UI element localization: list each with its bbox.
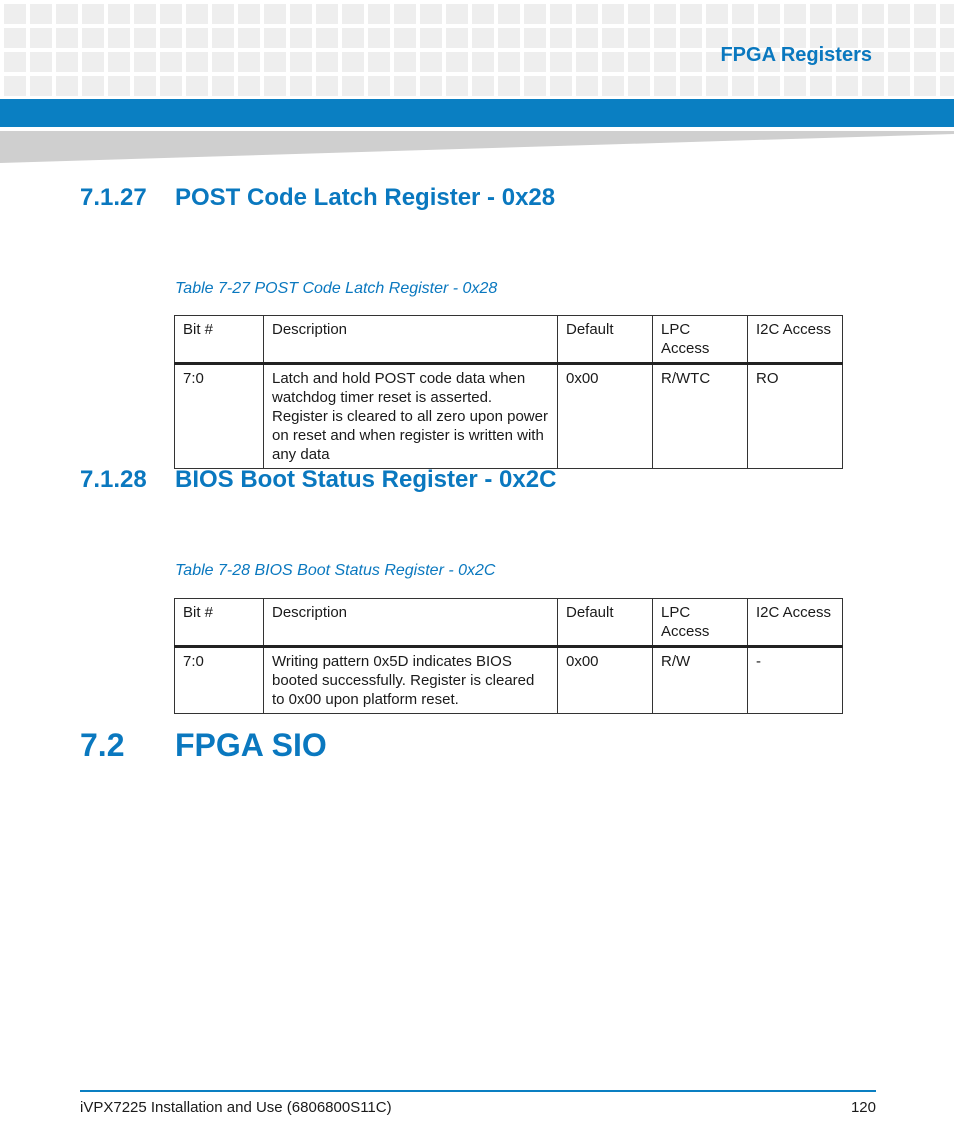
column-header: Default: [558, 316, 653, 364]
column-header: Description: [264, 599, 558, 647]
column-header: LPC Access: [653, 316, 748, 364]
column-header: Bit #: [175, 599, 264, 647]
table-cell: R/WTC: [653, 364, 748, 469]
chapter-title: FPGA SIO: [175, 727, 327, 763]
column-header: Default: [558, 599, 653, 647]
table-caption: Table 7-27 POST Code Latch Register - 0x28: [175, 280, 498, 297]
column-header: Bit #: [175, 316, 264, 364]
column-header: Description: [264, 316, 558, 364]
register-table: [174, 315, 843, 469]
table-cell: R/W: [653, 647, 748, 714]
table-cell: 0x00: [558, 364, 653, 469]
footer-rule: [80, 1090, 876, 1092]
header-gray-swoosh: [0, 131, 954, 163]
chapter-number: 7.2: [80, 727, 125, 763]
section-heading-7-1-27: [80, 184, 555, 212]
table-cell: -: [748, 647, 843, 714]
footer-page-number: 120: [850, 1099, 876, 1116]
table-cell: Writing pattern 0x5D indicates BIOS booted successfully. Register is cleared to 0x00 upon platform reset.: [264, 647, 558, 714]
header-blue-band: [0, 99, 954, 127]
table-cell: 7:0: [175, 364, 264, 469]
column-header: I2C Access: [748, 599, 843, 647]
table-cell: Latch and hold POST code data when watchdog timer reset is asserted. Register is cleared to all zero upon power on reset and when register is written with any data: [264, 364, 558, 469]
running-header-title: FPGA Registers: [720, 44, 872, 66]
register-table: [174, 598, 843, 714]
table-cell: RO: [748, 364, 843, 469]
section-title: POST Code Latch Register - 0x28: [175, 184, 556, 211]
section-heading-7-1-28: [80, 466, 556, 494]
chapter-heading-7-2: [80, 727, 327, 764]
table-row: [175, 647, 843, 714]
table-header-row: [175, 599, 843, 647]
column-header: I2C Access: [748, 316, 843, 364]
table-caption: Table 7-28 BIOS Boot Status Register - 0x2C: [175, 562, 496, 579]
footer-document-title: iVPX7225 Installation and Use (6806800S11C): [80, 1099, 392, 1116]
section-number: 7.1.27: [80, 184, 147, 211]
column-header: LPC Access: [653, 599, 748, 647]
table-header-row: [175, 316, 843, 364]
table-cell: 7:0: [175, 647, 264, 714]
table-cell: 0x00: [558, 647, 653, 714]
section-number: 7.1.28: [80, 466, 147, 493]
section-title: BIOS Boot Status Register - 0x2C: [175, 466, 557, 493]
table-row: [175, 364, 843, 469]
